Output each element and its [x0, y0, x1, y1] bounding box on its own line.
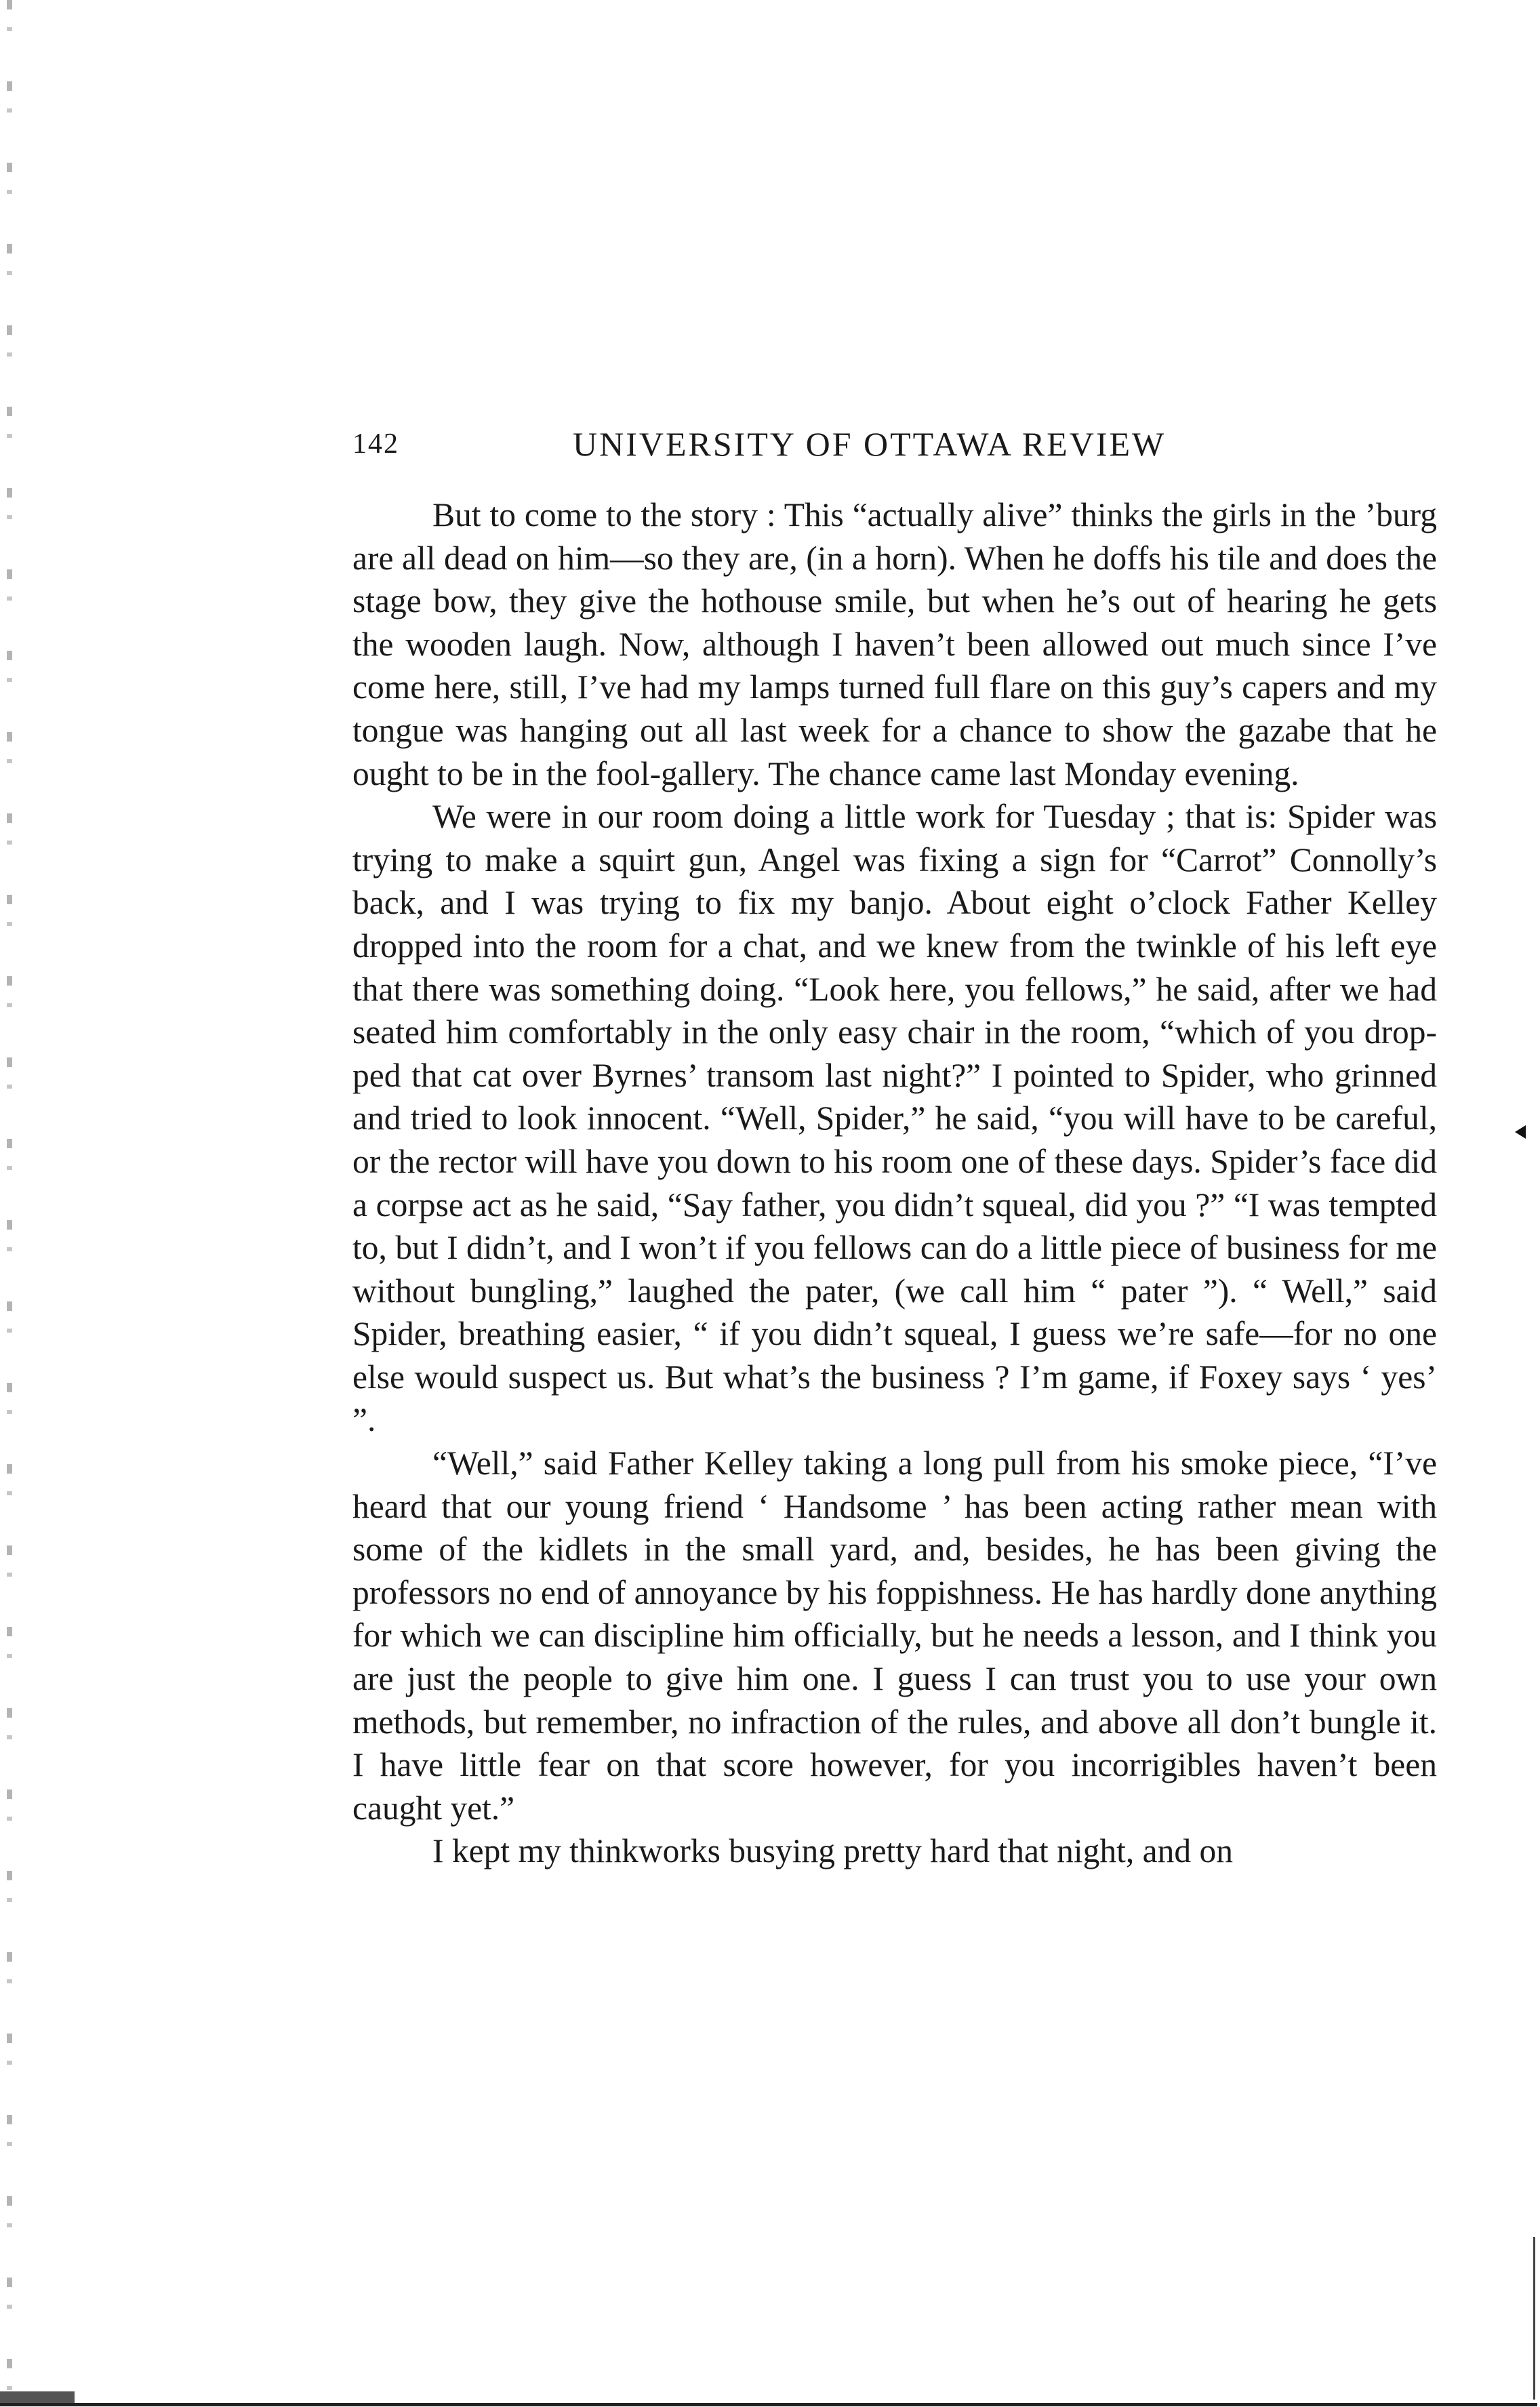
page-header	[352, 417, 1447, 471]
body-text	[352, 493, 1437, 1873]
page-number: 142	[352, 428, 399, 460]
paragraph-2: We were in our room doing a little work for Tuesday ; that is: Spider was trying to make a squirt gun, Angel was fixing a sign for “Carrot” Connolly’s back, and I was trying to fix my banjo. About eight o’clock Father Kelley dropped into the room for a chat, and we knew from the twinkle of his left eye that there was something doing. “Look here, you fellows,” he said, after we had seated him comfortably in the only easy chair in the room, “which of you dropped that cat over Byrnes’ transom last night?” I pointed to Spider, who grinned and tried to look innocent. “Well, Spider,” he said, “you will have to be careful, or the rector will have you down to his room one of these days. Spider’s face did a corpse act as he said, “Say father, you didn’t squeal, did you ?” “I was tempted to, but I didn’t, and I won’t if you fellows can do a little piece of business for me without bungling,” laughed the pater, (we call him “ pater ”). “ Well,” said Spider, breathing easier, “ if you didn’t squeal, I guess we’re safe—for no one else would suspect us. But what’s the business ? I’m game, if Foxey says ‘ yes’ ”.	[352, 798, 1437, 1439]
margin-mark	[1515, 1125, 1526, 1139]
paragraph-1: But to come to the story : This “actually alive” thinks the girls in the ’burg are all dead on him—so they are, (in a horn). When he doffs his tile and does the stage bow, they give the hothouse smile, but when he’s out of hearing he gets the wooden laugh. Now, although I haven’t been allowed out much since I’ve come here, still, I’ve had my lamps turned full flare on this guy’s capers and my tongue was hanging out all last week for a chance to show the gazabe that he ought to be in the fool-gallery. The chance came last Monday evening.	[352, 496, 1437, 792]
running-title: UNIVERSITY OF OTTAWA REVIEW	[573, 425, 1167, 463]
paragraph-3: “Well,” said Father Kelley taking a long pull from his smoke piece, “I’ve heard that our young friend ‘ Handsome ’ has been acting rather mean with some of the kidlets in the small yard, and, besides, he has been giving the professors no end of annoyance by his foppishness. He has hardly done anything for which we can discipline him officially, but he needs a lesson, and I think you are just the people to give him one. I guess I can trust you to use your own methods, but remember, no infraction of the rules, and above all don’t bungle it. I have little fear on that score however, for you incorrigibles haven’t been caught yet.”	[352, 1444, 1437, 1827]
paragraph-4: I kept my thinkworks busying pretty hard that night, and on	[432, 1832, 1233, 1870]
scan-edge-artifact	[7, 0, 12, 2407]
bottom-rule	[0, 2403, 1537, 2406]
scan-edge-artifact-right	[1533, 2237, 1535, 2400]
